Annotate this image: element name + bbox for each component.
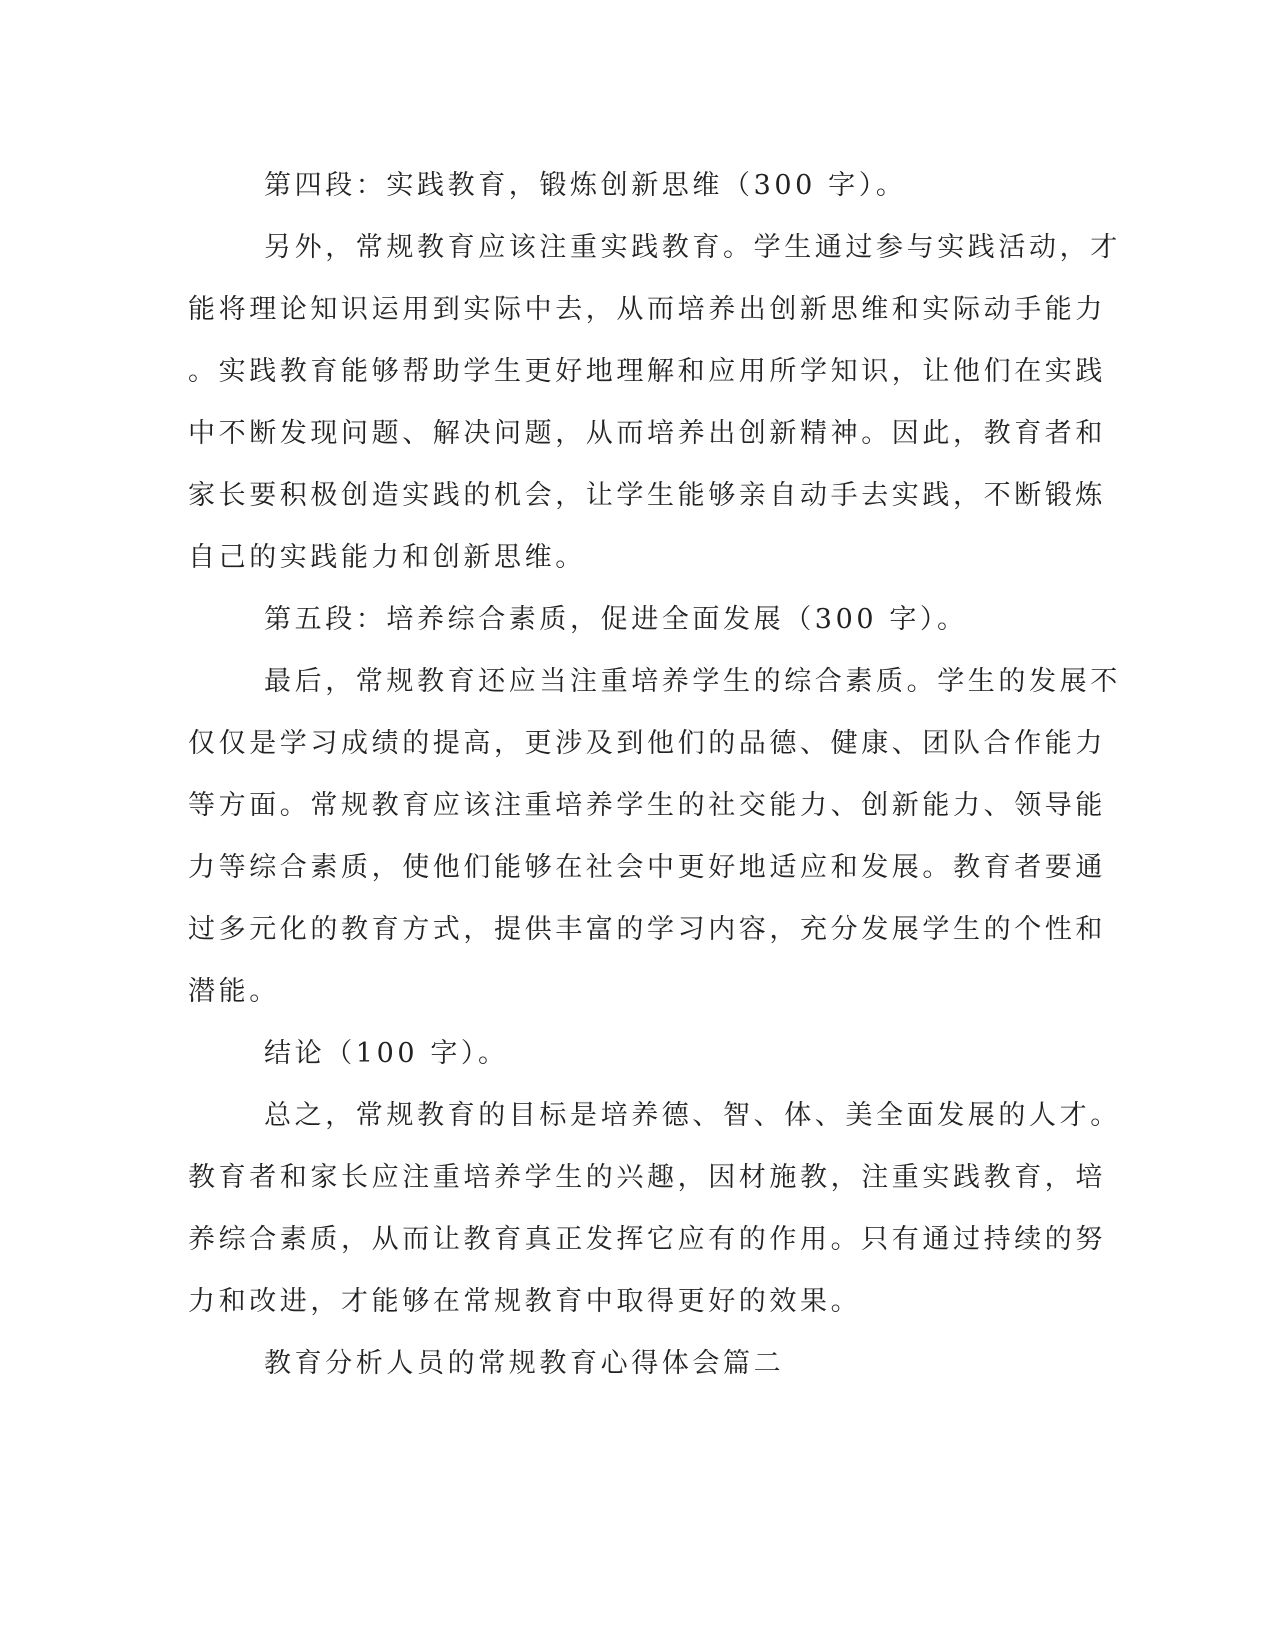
paragraph-line: 过多元化的教育方式，提供丰富的学习内容，充分发展学生的个性和 (188, 914, 1106, 945)
paragraph-line: 力等综合素质，使他们能够在社会中更好地适应和发展。教育者要通 (188, 852, 1106, 883)
paragraph-line: 潜能。 (188, 976, 280, 1007)
paragraph-line: 另外，常规教育应该注重实践教育。学生通过参与实践活动，才 (264, 232, 1121, 263)
section-heading-5: 第五段：培养综合素质，促进全面发展（300 字）。 (264, 604, 968, 635)
conclusion-heading: 结论（100 字）。 (264, 1038, 509, 1069)
paragraph-line: 最后，常规教育还应当注重培养学生的综合素质。学生的发展不 (264, 666, 1121, 697)
paragraph-line: 中不断发现问题、解决问题，从而培养出创新精神。因此，教育者和 (188, 418, 1106, 449)
paragraph-line: 自己的实践能力和创新思维。 (188, 542, 586, 573)
paragraph-line: 仅仅是学习成绩的提高，更涉及到他们的品德、健康、团队合作能力 (188, 728, 1106, 759)
paragraph-line: 养综合素质，从而让教育真正发挥它应有的作用。只有通过持续的努 (188, 1224, 1106, 1255)
paragraph-line: 家长要积极创造实践的机会，让学生能够亲自动手去实践，不断锻炼 (188, 480, 1106, 511)
paragraph-line: 力和改进，才能够在常规教育中取得更好的效果。 (188, 1286, 862, 1317)
paragraph-line: 。实践教育能够帮助学生更好地理解和应用所学知识，让他们在实践 (188, 356, 1106, 387)
document-page (188, 155, 1121, 1395)
paragraph-line: 能将理论知识运用到实际中去，从而培养出创新思维和实际动手能力 (188, 294, 1106, 325)
section-heading-4: 第四段：实践教育，锻炼创新思维（300 字）。 (264, 170, 907, 201)
paragraph-line: 总之，常规教育的目标是培养德、智、体、美全面发展的人才。 (264, 1100, 1121, 1131)
paragraph-line: 等方面。常规教育应该注重培养学生的社交能力、创新能力、领导能 (188, 790, 1106, 821)
paragraph-line: 教育者和家长应注重培养学生的兴趣，因材施教，注重实践教育，培 (188, 1162, 1106, 1193)
article-title: 教育分析人员的常规教育心得体会篇二 (264, 1348, 785, 1379)
